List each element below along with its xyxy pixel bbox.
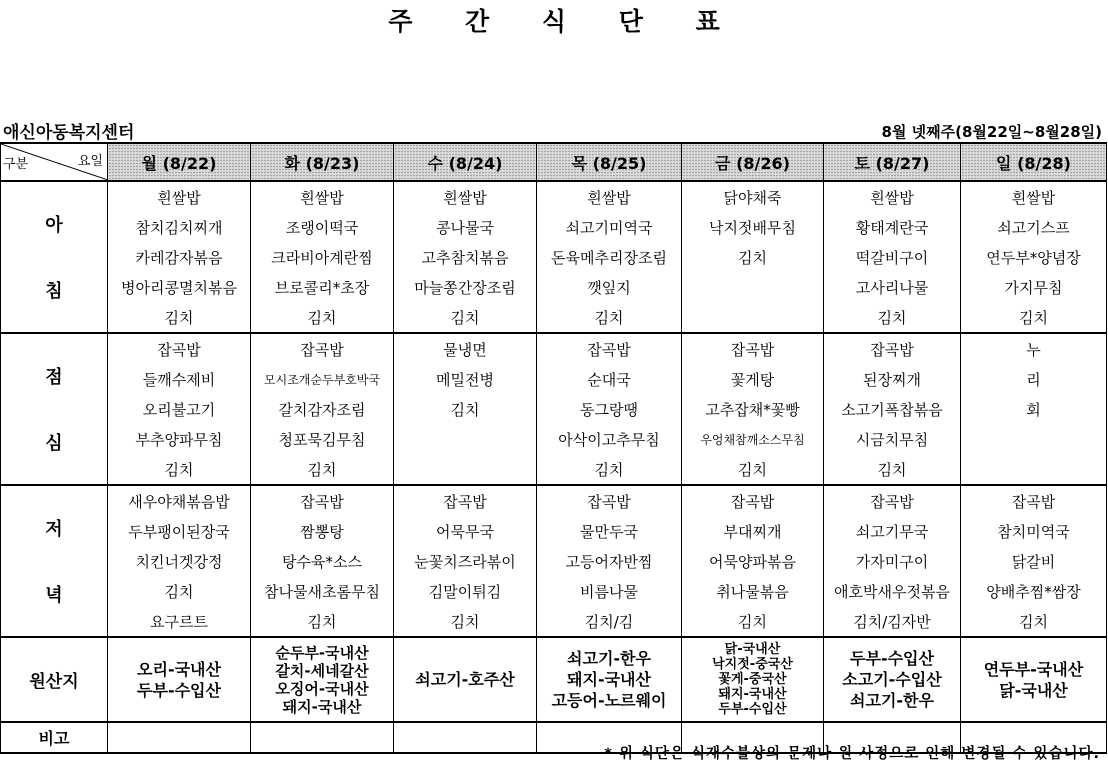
menu-item: 돈육메추리장조림 xyxy=(537,242,682,272)
menu-row xyxy=(1,242,1107,272)
menu-item: 동그랑땡 xyxy=(537,394,682,424)
menu-item: 우엉채참깨소스무침 xyxy=(682,424,824,454)
menu-item: 고사리나물 xyxy=(824,272,961,302)
menu-item: 참나물새초롬무침 xyxy=(251,576,394,606)
origin-cell xyxy=(824,637,961,722)
meal-label-top: 저 xyxy=(45,519,63,540)
day-header-row xyxy=(1,143,1107,181)
menu-row xyxy=(1,606,1107,637)
menu-item: 콩나물국 xyxy=(394,212,537,242)
menu-item xyxy=(961,424,1107,454)
menu-item: 가지무침 xyxy=(961,272,1107,302)
menu-item: 소고기폭찹볶음 xyxy=(824,394,961,424)
origin-cell xyxy=(537,637,682,722)
menu-item: 흰쌀밥 xyxy=(108,181,251,212)
menu-item: 잡곡밥 xyxy=(824,333,961,364)
menu-item: 김치 xyxy=(251,606,394,637)
menu-item: 김치 xyxy=(108,454,251,485)
note-cell xyxy=(394,722,537,753)
menu-item: 김치 xyxy=(961,302,1107,333)
menu-item: 회 xyxy=(961,394,1107,424)
menu-item: 김치 xyxy=(108,576,251,606)
menu-item: 김치 xyxy=(682,606,824,637)
menu-item: 잡곡밥 xyxy=(108,333,251,364)
menu-item: 고추참치볶음 xyxy=(394,242,537,272)
menu-item: 쇠고기스프 xyxy=(961,212,1107,242)
menu-item xyxy=(394,454,537,485)
menu-item: 갈치감자조림 xyxy=(251,394,394,424)
note-cell xyxy=(251,722,394,753)
corner-day-label: 요일 xyxy=(77,154,103,169)
menu-item: 리 xyxy=(961,364,1107,394)
menu-body xyxy=(1,181,1107,637)
corner-category-label: 구분 xyxy=(3,157,29,172)
menu-item: 가자미구이 xyxy=(824,546,961,576)
menu-item: 김치 xyxy=(394,606,537,637)
meal-label xyxy=(1,181,108,333)
menu-item: 김치 xyxy=(824,302,961,333)
menu-item: 잡곡밥 xyxy=(682,333,824,364)
menu-item: 모시조개순두부호박국 xyxy=(251,364,394,394)
origin-cell xyxy=(108,637,251,722)
menu-item: 크라비아계란찜 xyxy=(251,242,394,272)
meal-label xyxy=(1,333,108,485)
menu-item: 연두부*양념장 xyxy=(961,242,1107,272)
menu-item: 조랭이떡국 xyxy=(251,212,394,242)
menu-item: 메밀전병 xyxy=(394,364,537,394)
origin-line: 돼지-국내산 xyxy=(282,697,362,716)
menu-item xyxy=(394,424,537,454)
menu-item: 오리불고기 xyxy=(108,394,251,424)
origin-line: 고등어-노르웨이 xyxy=(551,691,667,710)
menu-item: 김치 xyxy=(824,454,961,485)
menu-item: 꽃게탕 xyxy=(682,364,824,394)
meal-label-bottom: 침 xyxy=(45,281,63,302)
menu-item: 흰쌀밥 xyxy=(394,181,537,212)
menu-item: 된장찌개 xyxy=(824,364,961,394)
menu-row xyxy=(1,333,1107,364)
origin-line: 돼지-국내산 xyxy=(567,670,651,689)
menu-item: 물만두국 xyxy=(537,516,682,546)
menu-row xyxy=(1,394,1107,424)
menu-item: 물냉면 xyxy=(394,333,537,364)
menu-item: 쇠고기무국 xyxy=(824,516,961,546)
menu-item: 김치 xyxy=(394,302,537,333)
origin-line: 쇠고기-한우 xyxy=(567,649,651,668)
origin-line: 두부-수입산 xyxy=(850,649,934,668)
origin-line: 오리-국내산 xyxy=(137,659,221,679)
menu-item xyxy=(682,272,824,302)
origin-line: 쇠고기-한우 xyxy=(850,691,934,710)
menu-item: 잡곡밥 xyxy=(961,485,1107,516)
weekly-menu-table xyxy=(0,142,1107,754)
meal-label-bottom: 심 xyxy=(45,433,63,454)
note-cell xyxy=(108,722,251,753)
menu-item: 잡곡밥 xyxy=(251,333,394,364)
menu-item: 치킨너겟강정 xyxy=(108,546,251,576)
footnote: * 위 식단은 식재수불상의 문제나 원 사정으로 인해 변경될 수 있습니다. xyxy=(604,746,1100,762)
origin-line: 쇠고기-호주산 xyxy=(415,670,515,689)
menu-item: 흰쌀밥 xyxy=(251,181,394,212)
menu-item: 새우야채볶음밥 xyxy=(108,485,251,516)
menu-item: 순대국 xyxy=(537,364,682,394)
origin-cell xyxy=(961,637,1107,722)
menu-item: 김치 xyxy=(394,394,537,424)
menu-item: 김치 xyxy=(108,302,251,333)
menu-item: 요구르트 xyxy=(108,606,251,637)
menu-row xyxy=(1,302,1107,333)
menu-item: 애호박새우젓볶음 xyxy=(824,576,961,606)
menu-item: 닭갈비 xyxy=(961,546,1107,576)
day-header: 수 (8/24) xyxy=(394,143,537,181)
menu-row xyxy=(1,576,1107,606)
menu-item: 비름나물 xyxy=(537,576,682,606)
menu-item: 잡곡밥 xyxy=(537,485,682,516)
origin-line: 연두부-국내산 xyxy=(983,659,1084,679)
origin-line: 닭-국내산 xyxy=(999,680,1068,700)
menu-item: 취나물볶음 xyxy=(682,576,824,606)
menu-item: 청포묵김무침 xyxy=(251,424,394,454)
menu-item: 김치 xyxy=(682,242,824,272)
menu-item: 김치 xyxy=(961,606,1107,637)
note-label: 비고 xyxy=(1,722,108,753)
menu-item: 김치/김자반 xyxy=(824,606,961,637)
menu-item: 아삭이고추무침 xyxy=(537,424,682,454)
menu-item: 참치미역국 xyxy=(961,516,1107,546)
meal-label xyxy=(1,485,108,637)
day-header: 금 (8/26) xyxy=(682,143,824,181)
menu-item: 흰쌀밥 xyxy=(824,181,961,212)
menu-item: 두부팽이된장국 xyxy=(108,516,251,546)
menu-item: 고추잡채*꽃빵 xyxy=(682,394,824,424)
menu-item: 짬뽕탕 xyxy=(251,516,394,546)
menu-item: 부추양파무침 xyxy=(108,424,251,454)
menu-row xyxy=(1,272,1107,302)
menu-item: 들깨수제비 xyxy=(108,364,251,394)
origin-line: 순두부-국내산 xyxy=(275,643,369,662)
origin-line: 두부-수입산 xyxy=(718,702,787,717)
day-header: 화 (8/23) xyxy=(251,143,394,181)
menu-row xyxy=(1,454,1107,485)
origin-cell xyxy=(251,637,394,722)
menu-item: 눈꽃치즈라볶이 xyxy=(394,546,537,576)
menu-item: 김치 xyxy=(251,302,394,333)
menu-item: 김치 xyxy=(682,454,824,485)
corner-header xyxy=(1,143,108,181)
week-range: 8월 넷째주(8월22일~8월28일) xyxy=(881,123,1102,141)
menu-item xyxy=(682,302,824,333)
menu-row xyxy=(1,212,1107,242)
origin-line: 소고기-수입산 xyxy=(842,670,942,689)
day-header: 목 (8/25) xyxy=(537,143,682,181)
center-name: 애신아동복지센터 xyxy=(3,123,135,143)
origin-line: 꽃게-중국산 xyxy=(718,672,787,687)
menu-item: 김치 xyxy=(537,454,682,485)
menu-item: 잡곡밥 xyxy=(394,485,537,516)
menu-row xyxy=(1,516,1107,546)
menu-item: 양배추찜*쌈장 xyxy=(961,576,1107,606)
page-title: 주 간 식 단 표 xyxy=(388,7,742,36)
day-header: 월 (8/22) xyxy=(108,143,251,181)
menu-item: 누 xyxy=(961,333,1107,364)
menu-item: 흰쌀밥 xyxy=(537,181,682,212)
meal-label-top: 아 xyxy=(45,215,63,236)
menu-item: 고등어자반찜 xyxy=(537,546,682,576)
meal-label-top: 점 xyxy=(45,367,63,388)
day-header: 일 (8/28) xyxy=(961,143,1107,181)
menu-row xyxy=(1,181,1107,212)
menu-item: 탕수육*소스 xyxy=(251,546,394,576)
menu-row xyxy=(1,546,1107,576)
menu-item: 참치김치찌개 xyxy=(108,212,251,242)
menu-item: 잡곡밥 xyxy=(824,485,961,516)
menu-item: 쇠고기미역국 xyxy=(537,212,682,242)
menu-item: 잡곡밥 xyxy=(682,485,824,516)
menu-item: 닭야채죽 xyxy=(682,181,824,212)
menu-item: 김말이튀김 xyxy=(394,576,537,606)
menu-item: 김치 xyxy=(537,302,682,333)
menu-row xyxy=(1,424,1107,454)
menu-item: 시금치무침 xyxy=(824,424,961,454)
menu-item: 어묵무국 xyxy=(394,516,537,546)
origin-label: 원산지 xyxy=(1,637,108,722)
origin-line: 낙지젓-중국산 xyxy=(712,657,793,672)
menu-item: 잡곡밥 xyxy=(251,485,394,516)
menu-item: 병아리콩멸치볶음 xyxy=(108,272,251,302)
menu-item: 어묵양파볶음 xyxy=(682,546,824,576)
menu-item: 흰쌀밥 xyxy=(961,181,1107,212)
meal-label-bottom: 녁 xyxy=(45,585,63,606)
origin-line: 갈치-세네갈산 xyxy=(275,661,369,680)
menu-item: 마늘쫑간장조림 xyxy=(394,272,537,302)
menu-item: 황태계란국 xyxy=(824,212,961,242)
menu-item: 낙지젓배무침 xyxy=(682,212,824,242)
menu-item: 카레감자볶음 xyxy=(108,242,251,272)
menu-item: 부대찌개 xyxy=(682,516,824,546)
menu-item: 잡곡밥 xyxy=(537,333,682,364)
day-header: 토 (8/27) xyxy=(824,143,961,181)
menu-item: 떡갈비구이 xyxy=(824,242,961,272)
origin-line: 두부-수입산 xyxy=(137,680,221,700)
menu-row xyxy=(1,364,1107,394)
origin-line: 오징어-국내산 xyxy=(275,679,369,698)
menu-item: 김치/김 xyxy=(537,606,682,637)
menu-row xyxy=(1,485,1107,516)
menu-item xyxy=(961,454,1107,485)
menu-item: 브로콜리*초장 xyxy=(251,272,394,302)
menu-item: 김치 xyxy=(251,454,394,485)
menu-item: 깻잎지 xyxy=(537,272,682,302)
origin-row xyxy=(1,637,1107,722)
origin-line: 돼지-국내산 xyxy=(718,687,787,702)
origin-line: 닭-국내산 xyxy=(724,642,781,657)
origin-cell xyxy=(394,637,537,722)
origin-cell xyxy=(682,637,824,722)
